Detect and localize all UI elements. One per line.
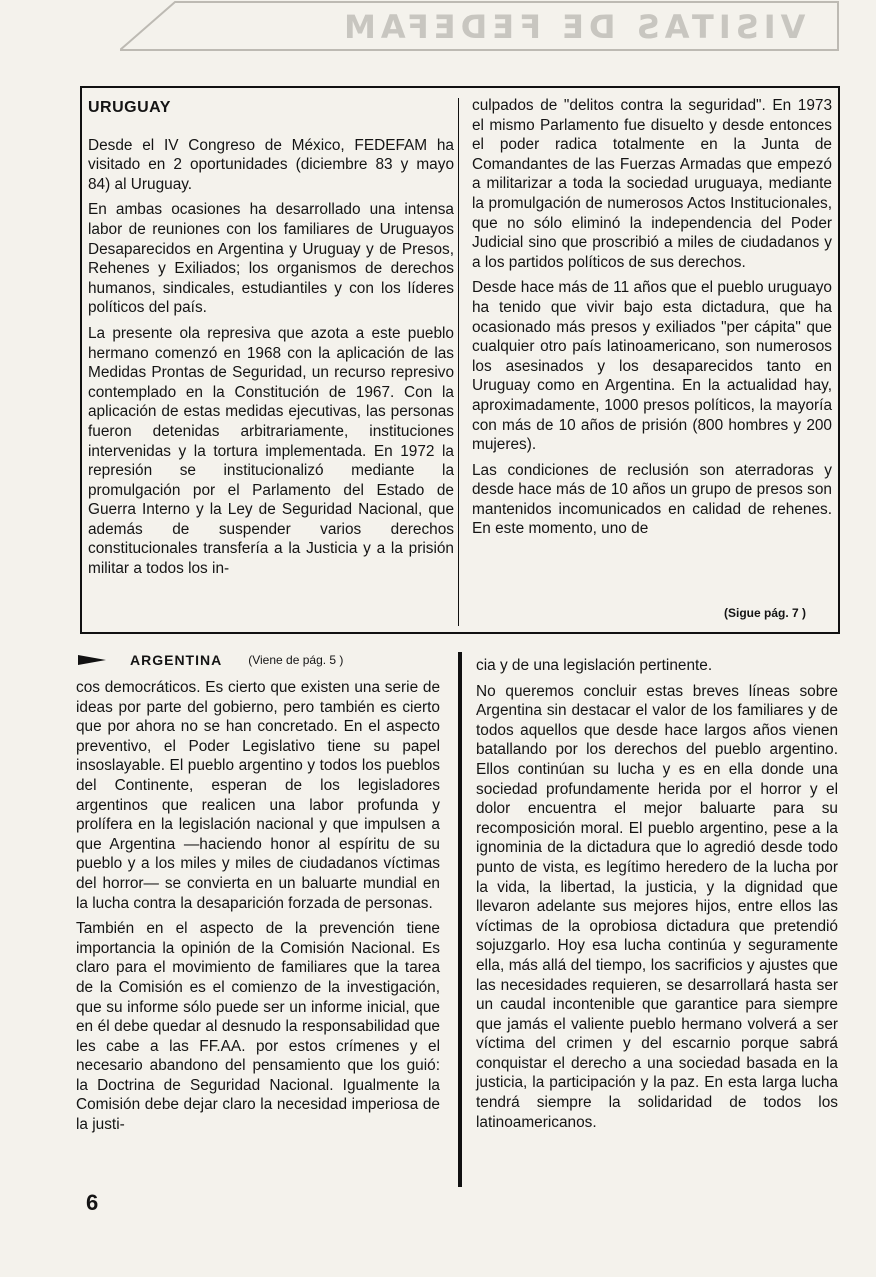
argentina-left-column — [76, 678, 440, 1141]
paragraph: En ambas ocasiones ha desarrollado una intensa labor de reuniones con los familiares de Uruguayos Desaparecidos en Argentina y Uruguay y de Presos, Rehenes y Exiliados; los organismos de derechos humanos, sindicales, estudiantiles y con los líderes políticos del país. — [88, 201, 454, 317]
paragraph: También en el aspecto de la prevención tiene importancia la opinión de la Comisión Nacional. Es claro para el movimiento de familiares que la tarea de la Comisión es el comienzo de la investigación, que su informe sólo puede ser un informe inicial, que en él debe quedar al desnudo la responsabilidad que les cabe a las FF.AA. por estos crímenes y el necesario abandono del pensamiento que los guió: la Doctrina de Seguridad Nacional. Igualmente la Comisión debe dejar claro la necesidad imperiosa de la justi- — [76, 920, 440, 1134]
page-number: 6 — [86, 1190, 99, 1215]
page-header — [120, 0, 840, 55]
paragraph: La presente ola represiva que azota a este pueblo hermano comenzó en 1968 con la aplicación de las Medidas Prontas de Seguridad, un recurso represivo contemplado en la Constitución de 1967. Con la aplicación de estas medidas ejecutivas, las personas fueron detenidas arbitrariamente, instituciones intervenidas y la tortura implementada. En 1972 la represión se institucionalizó mediante la promulgación por el Parlamento del Estado de Guerra Interno y la Ley de Seguridad Nacional, que además de suspender varios derechos constitucionales transfería a la Justicia y a la prisión militar a todos los in- — [88, 324, 454, 578]
paragraph: cia y de una legislación pertinente. — [476, 657, 713, 674]
paragraph: Desde hace más de 11 años que el pueblo uruguayo ha tenido que vivir bajo esta dictadura, que ha ocasionado más presos y exiliados "per cápita" que cualquier otro país latinoamericano, son numerosos los asesinados y los desaparecidos tanto en Uruguay como en Argentina. En la actualidad hay, aproximadamente, 1000 presos políticos, la mayoría con más de 10 años de prisión (800 hombres y 200 mujeres). — [472, 279, 832, 454]
continued-note: (Sigue pág. 7 ) — [723, 606, 806, 620]
paragraph: cos democráticos. Es cierto que existen una serie de ideas por parte del gobierno, pero también es cierto que por ahora no se han concretado. En el aspecto preventivo, el Poder Legislativo tiene su papel insoslayable. El pueblo argentino y todos los pueblos del Continente, esperan de los legisladores argentinos que realicen una labor profunda y prolífera en la legislación nacional y que impulsen a que Argentina —haciendo honor al espíritu de su pueblo y a los miles y miles de ciudadanos víctimas del horror— se convierta en un baluarte mundial en la lucha contra la desaparición forzada de personas. — [76, 679, 440, 912]
argentina-continued-from: (Viene de pág. 5 ) — [248, 653, 344, 667]
uruguay-title: URUGUAY — [88, 99, 171, 116]
argentina-heading — [78, 652, 343, 668]
argentina-title: ARGENTINA — [130, 652, 223, 668]
header-title: VISITAS DE FEDEFAM — [338, 8, 805, 46]
paragraph: Desde el IV Congreso de México, FEDEFAM ha visitado en 2 oportunidades (diciembre 83 y mayo 84) al Uruguay. — [88, 136, 454, 193]
uruguay-right-column — [472, 96, 832, 545]
uruguay-left-column — [88, 98, 459, 626]
column-divider — [458, 652, 462, 1187]
arrow-right-icon — [78, 655, 106, 665]
paragraph: Las condiciones de reclusión son aterradoras y desde hace más de 10 años un grupo de presos son mantenidos incomunicados en calidad de rehenes. En este momento, uno de — [472, 461, 832, 538]
paragraph: culpados de "delitos contra la seguridad". En 1973 el mismo Parlamento fue disuelto y desde entonces el poder radica totalmente en la Junta de Comandantes de las Fuerzas Armadas que empezó a militarizar a toda la sociedad uruguaya, mediante la promulgación de numerosos Actos Institucionales, que no sólo eliminó la independencia del Poder Judicial sino que proscribió a miles de ciudadanos y a los partidos políticos de sus derechos. — [472, 97, 832, 271]
paragraph: No queremos concluir estas breves líneas sobre Argentina sin destacar el valor de los familiares y de todos aquellos que desde hace largos años vienen batallando por los derechos del pueblo argentino. Ellos continúan su lucha y es en ella donde una sociedad profundamente herida por el horror y el dolor encuentra el mejor baluarte para su recomposición moral. El pueblo argentino, pese a la ignominia de la dictadura que lo agredió desde todo punto de vista, es legítimo heredero de la lucha por la vida, la libertad, la justicia, y la dignidad que llevaron adelante sus mejores hijos, entre ellos las víctimas de la oprobiosa dictadura que pretendió sojuzgarlo. Hoy esa lucha continúa y seguramente ella, más allá del tiempo, los sacrificios y ajustes que las necesidades requieren, se desarrollará hasta ser un caudal incontenible que garantice para siempre que jamás el valiente pueblo hermano volverá a ser víctima del crimen y del escarnio porque sabrá conquistar el derecho a una sociedad basada en la justicia, la participación y la paz. En esta larga lucha tendrá siempre la solidaridad de todos los latinoamericanos. — [476, 682, 838, 1131]
argentina-right-column — [476, 656, 838, 1138]
